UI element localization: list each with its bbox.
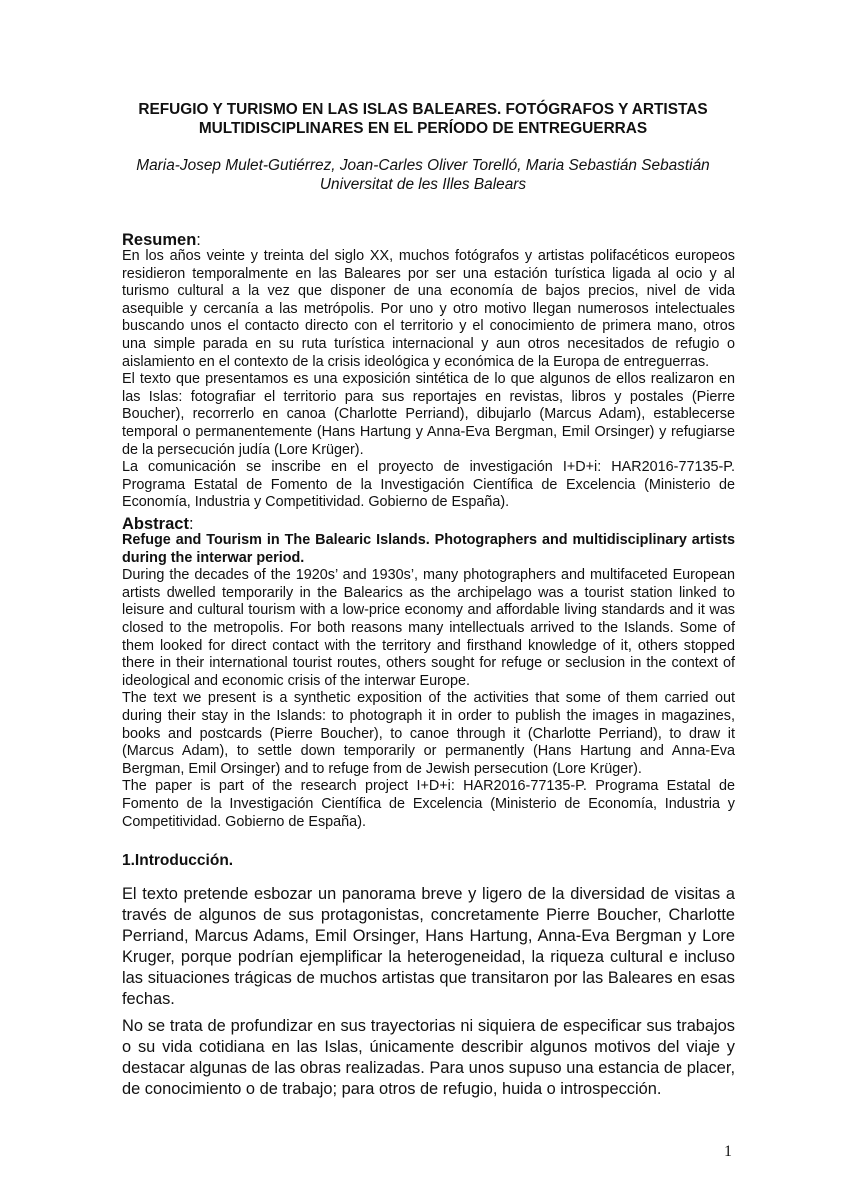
intro-paragraph-2: [122, 1016, 735, 1100]
section-heading-introduccion: 1.Introducción.: [122, 852, 234, 869]
intro-paragraph: El texto pretende esbozar un panorama breve y ligero de la diversidad de visitas a través de algunos de sus protagonistas, concretamente Pierre Boucher, Charlotte Perriand, Marcus Adams, Emil Orsinger, Hans Hartung, Anna-Eva Bergman y Lore Kruger, porque podrían ejemplificar la heterogeneidad, la riqueza cultural e incluso las situaciones trágicas de muchos artistas que transitaron por las Baleares en esas fechas.: [122, 885, 735, 1008]
affiliation-line: Universitat de les Illes Balears: [319, 176, 527, 193]
paper-title: REFUGIO Y TURISMO EN LAS ISLAS BALEARES. FOTÓGRAFOS Y ARTISTAS MULTIDISCIPLINARES EN EL PERÍODO DE ENTREGUERRAS: [138, 101, 708, 137]
intro-paragraph: No se trata de profundizar en sus trayectorias ni siquiera de especificar sus trabajos o su vida cotidiana en las Islas, únicamente describir algunos motivos del viaje y destacar algunas de las obras realizadas. Para unos supuso una estancia de placer, de conocimiento o de trabajo; para otros de refugio, huida o introspección.: [122, 1017, 735, 1098]
resumen-paragraph: En los años veinte y treinta del siglo XX, muchos fotógrafos y artistas polifacéticos europeos residieron temporalmente en las Baleares por ser una estación turística ligada al ocio y al turismo cultural a la vez que disponer de una economía de bajos precios, nivel de vida asequible y cercanía a las metrópolis. Por uno y otro motivo llegan numerosos intelectuales buscando unos el contacto directo con el territorio y el conocimiento de primera mano, otros una simple parada en su ruta turística internacional y aun otros necesitados de refugio o aislamiento en el contexto de la crisis ideológica y económica de la Europa de entreguerras.: [122, 248, 735, 370]
authors-line: Maria-Josep Mulet-Gutiérrez, Joan-Carles Oliver Torelló, Maria Sebastián Sebastián: [136, 157, 710, 174]
resumen-paragraph: El texto que presentamos es una exposición sintética de lo que algunos de ellos realizaron en las Islas: fotografiar el territorio para sus reportajes en revistas, libros y postales (Pierre Boucher), recorrerlo en canoa (Charlotte Perriand), dibujarlo (Marcus Adam), establecerse temporal o permanentemente (Hans Hartung y Anna-Eva Bergman, Emil Orsinger) y refugiarse de la persecución judía (Lore Krüger).: [122, 371, 735, 458]
resumen-heading: [122, 230, 201, 250]
intro-paragraph-1: [122, 884, 735, 1010]
abstract-paragraph: The text we present is a synthetic exposition of the activities that some of them carried out during their stay in the Islands: to photograph it in order to publish the images in magazines, books and postcards (Pierre Boucher), to canoe through it (Charlotte Perriand), to draw it (Marcus Adam), to settle down temporarily or permanently (Hans Hartung and Anna-Eva Bergman, Emil Orsinger) and to refuge from de Jewish persecution (Lore Krüger).: [122, 690, 735, 777]
resumen-heading-colon: :: [196, 231, 201, 249]
resumen-heading-text: Resumen: [122, 231, 197, 249]
abstract-heading-colon: :: [188, 515, 194, 533]
abstract-body: [122, 532, 735, 831]
abstract-subtitle: Refuge and Tourism in The Balearic Islands. Photographers and multidisciplinary artists during the interwar period.: [122, 532, 735, 566]
abstract-heading: [122, 514, 194, 534]
abstract-heading-text: Abstract: [122, 515, 189, 533]
page-number: 1: [724, 1143, 732, 1160]
author-block: [100, 156, 746, 194]
resumen-body: [122, 248, 735, 512]
abstract-paragraph: The paper is part of the research project I+D+i: HAR2016-77135-P. Programa Estatal de Fomento de la Investigación Científica de Excelencia (Ministerio de Economía, Industria y Competitividad. Gobierno de España).: [122, 778, 735, 830]
resumen-paragraph: La comunicación se inscribe en el proyecto de investigación I+D+i: HAR2016-77135-P. Programa Estatal de Fomento de la Investigación Científica de Excelencia (Ministerio de Economía, Industria y Competitividad. Gobierno de España).: [122, 459, 735, 511]
abstract-paragraph: During the decades of the 1920s’ and 1930s’, many photographers and multifaceted European artists dwelled temporarily in the Balearics as the archipelago was a tourist station linked to leisure and cultural tourism with a low-price economy and affordable living standards and it was closed to the metropolis. For both reasons many intellectuals arrived to the Islands. Some of them looked for direct contact with the territory and firsthand knowledge of it, others stopped there in their international tourist routes, others sought for refuge or seclusion in the context of ideological and economic crisis of the interwar Europe.: [122, 567, 735, 689]
